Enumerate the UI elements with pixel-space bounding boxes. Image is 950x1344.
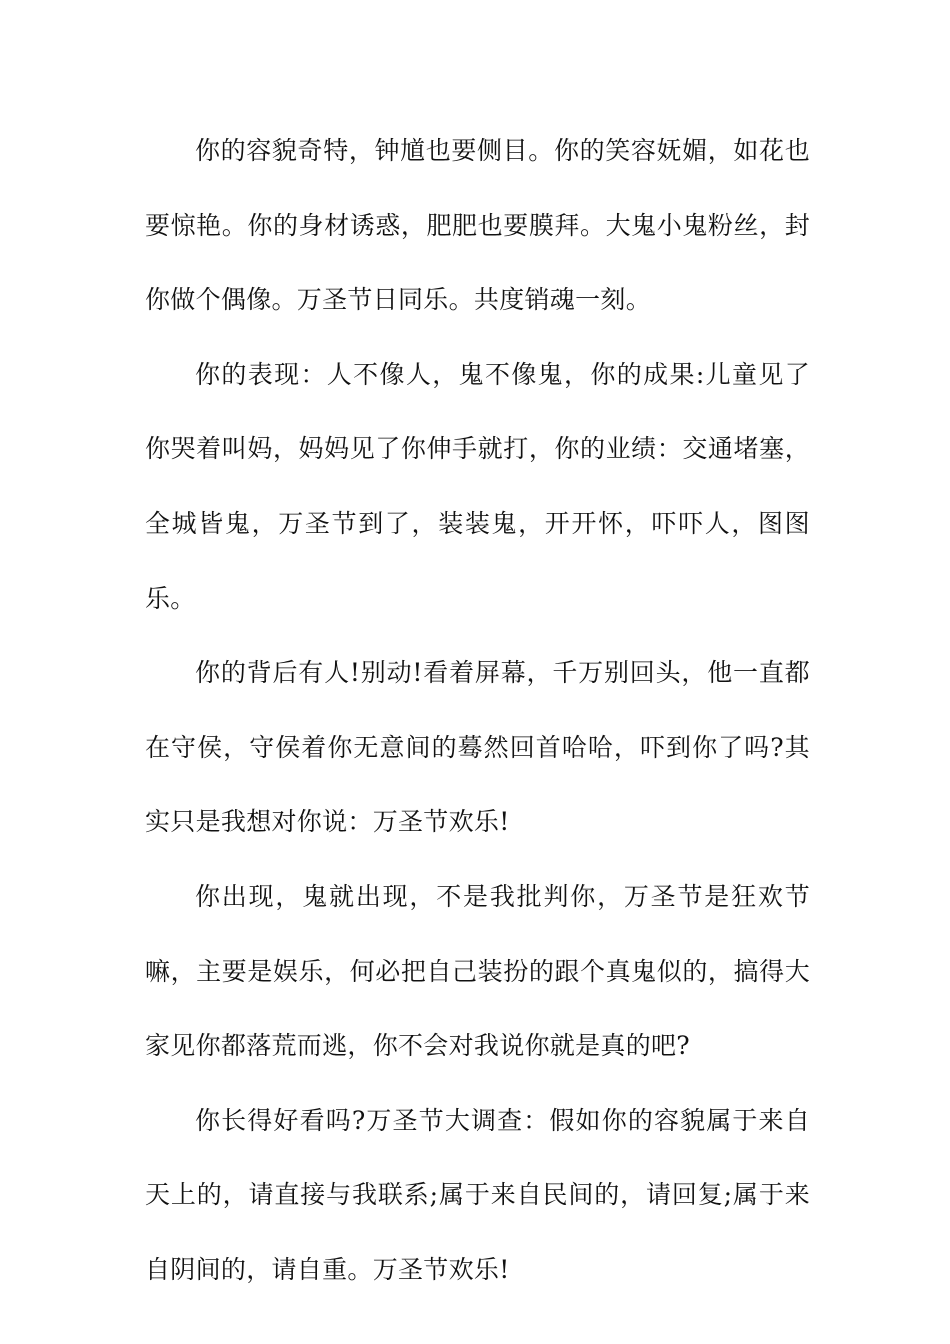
paragraph-3: 你的背后有人!别动!看着屏幕，千万别回头，他一直都在守侯，守侯着你无意间的蓦然回首哈哈，吓到你了吗?其实只是我想对你说：万圣节欢乐! xyxy=(145,658,810,837)
paragraph-1: 你的容貌奇特，钟馗也要侧目。你的笑容妩媚，如花也要惊艳。你的身材诱惑，肥肥也要膜拜。大鬼小鬼粉丝，封你做个偶像。万圣节日同乐。共度销魂一刻。 xyxy=(145,136,810,315)
paragraph-2: 你的表现：人不像人，鬼不像鬼，你的成果:儿童见了你哭着叫妈，妈妈见了你伸手就打，你的业绩：交通堵塞，全城皆鬼，万圣节到了，装装鬼，开开怀，吓吓人，图图乐。 xyxy=(145,359,810,613)
paragraph-5: 你长得好看吗?万圣节大调查：假如你的容貌属于来自天上的，请直接与我联系;属于来自民间的，请回复;属于来自阴间的，请自重。万圣节欢乐! xyxy=(145,1105,810,1284)
paragraph-4: 你出现，鬼就出现，不是我批判你，万圣节是狂欢节嘛，主要是娱乐，何必把自己装扮的跟个真鬼似的，搞得大家见你都落荒而逃，你不会对我说你就是真的吧? xyxy=(145,881,810,1061)
document-body xyxy=(145,114,810,1308)
